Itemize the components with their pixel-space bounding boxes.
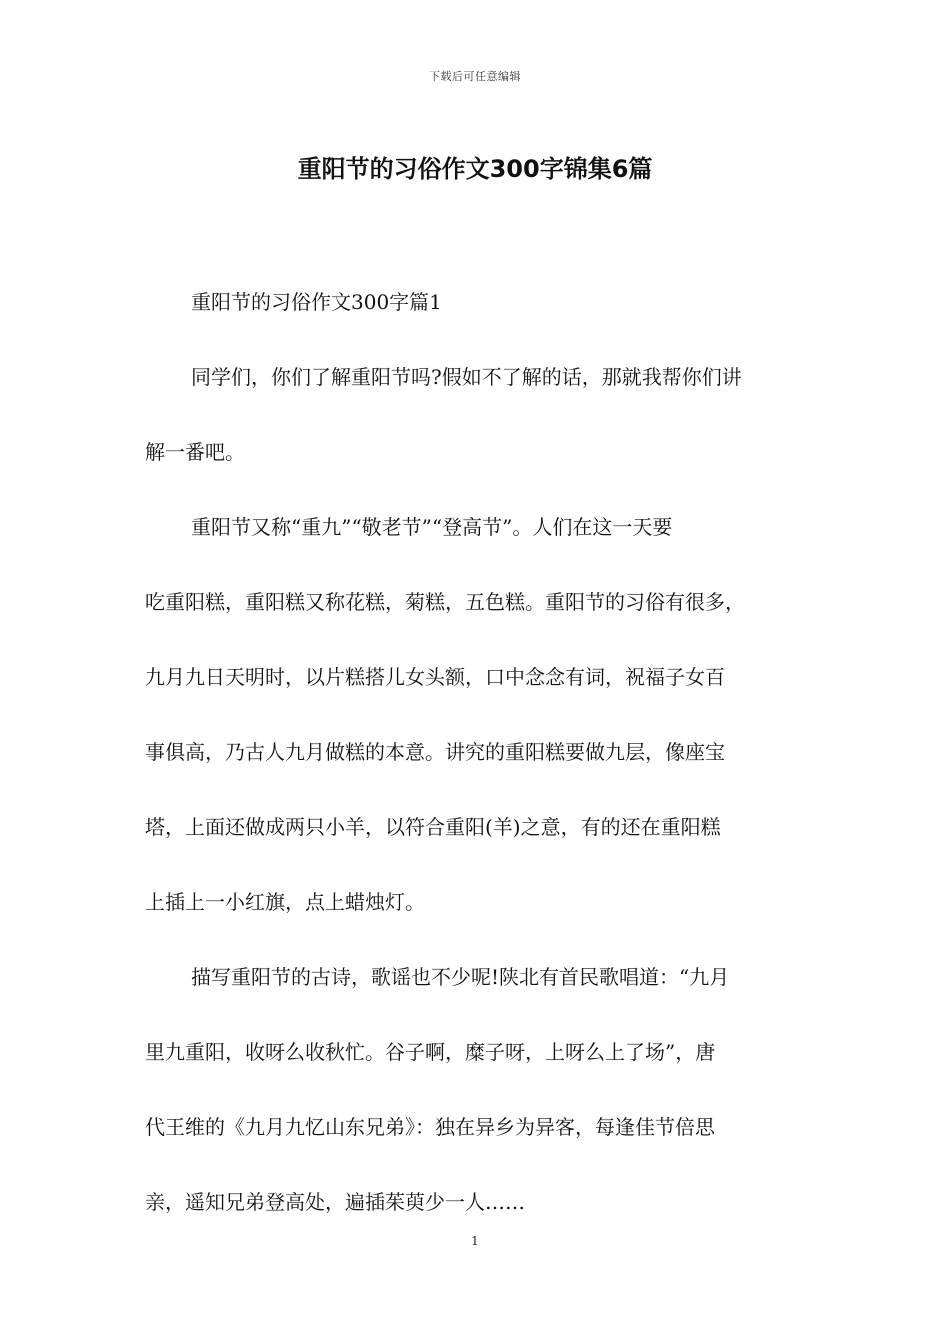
document-title: 重阳节的习俗作文300字锦集6篇: [297, 155, 653, 183]
header-note: 下载后可任意编辑: [429, 70, 521, 83]
text-line: 事俱高，乃古人九月做糕的本意。讲究的重阳糕要做九层，像座宝: [145, 740, 725, 764]
text-line: 亲，遥知兄弟登高处，遍插茱萸少一人……: [145, 1190, 525, 1214]
text-line: 里九重阳，收呀么收秋忙。谷子啊，糜子呀，上呀么上了场”，唐: [145, 1040, 716, 1064]
text-line: 解一番吧。: [145, 440, 245, 464]
text-line: 上插上一小红旗，点上蜡烛灯。: [145, 890, 425, 914]
text-line: 重阳节又称“重九”“敬老节”“登高节”。人们在这一天要: [191, 515, 673, 539]
text-line: 描写重阳节的古诗，歌谣也不少呢!陕北有首民歌唱道：“九月: [191, 965, 730, 989]
text-line: 塔，上面还做成两只小羊，以符合重阳(羊)之意，有的还在重阳糕: [145, 815, 721, 839]
text-line: 吃重阳糕，重阳糕又称花糕，菊糕，五色糕。重阳节的习俗有很多，: [145, 590, 745, 614]
document-body: [145, 284, 810, 1259]
page-number: 1: [471, 1234, 479, 1248]
section-heading: 重阳节的习俗作文300字篇1: [191, 290, 442, 314]
text-line: 代王维的《九月九忆山东兄弟》：独在异乡为异客，每逢佳节倍思: [145, 1115, 715, 1139]
text-line: 同学们，你们了解重阳节吗?假如不了解的话，那就我帮你们讲: [191, 365, 742, 389]
text-line: 九月九日天明时，以片糕搭儿女头额，口中念念有词，祝福子女百: [145, 665, 725, 689]
